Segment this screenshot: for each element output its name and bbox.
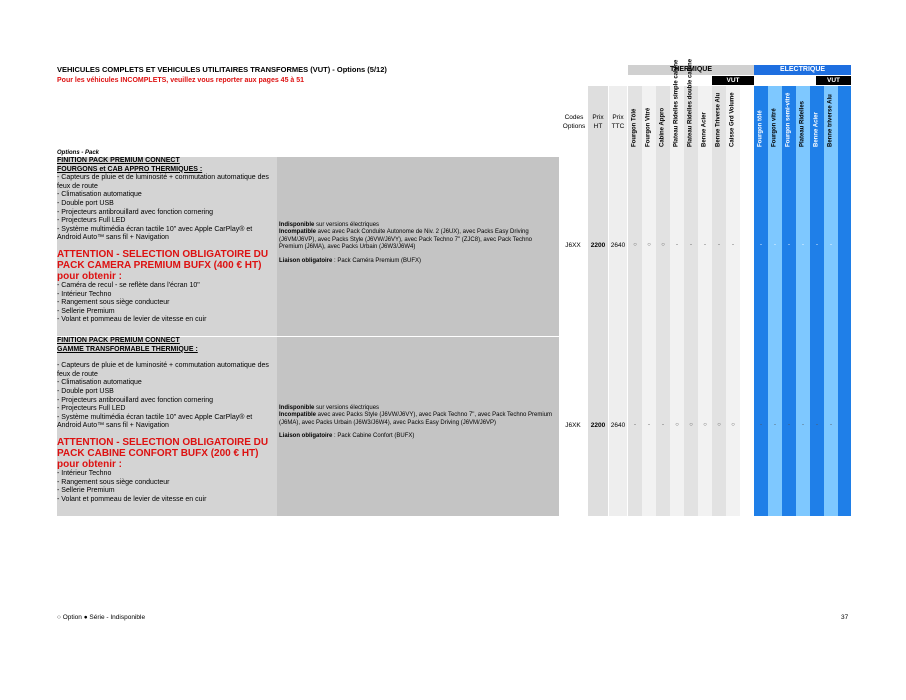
options-label: Options	[562, 123, 586, 130]
row2-liaison-text: : Pack Cabine Confort (BUFX)	[332, 433, 415, 440]
thermique-column-label: Caisse Grd Volume	[729, 92, 736, 147]
row1-code: J6XX	[565, 242, 581, 249]
ttc-column-bg	[609, 86, 627, 516]
availability-mark: -	[662, 422, 664, 428]
row2-head2: GAMME TRANSFORMABLE THERMIQUE :	[57, 345, 198, 353]
codes-options-header	[560, 113, 588, 131]
row1-item2: - Rangement sous siège conducteur	[57, 299, 170, 307]
thermique-column-label: Fourgon Tôlé	[631, 108, 638, 147]
row2-incomp-text: avec avec Packs Style (J6VW/J6VY), avec Pack Techno 7", avec Pack Techno Premium (J6MA), avec Packs Urbain (J6W3/J6W4), avec Packs Easy Driving (J6VM/J6VP)	[279, 412, 553, 426]
electrique-column-header	[768, 86, 782, 156]
thermique-column-header	[670, 59, 684, 156]
availability-mark: -	[816, 422, 818, 428]
thermique-column-label: Plateau Ridelles double cabine	[687, 58, 694, 147]
electrique-column-header	[754, 86, 768, 156]
electrique-column-label: Plateau Ridelles	[799, 100, 806, 147]
row2-item2: - Volant et pommeau de levier de vitesse en cuir	[57, 495, 207, 503]
availability-mark: -	[802, 242, 804, 248]
availability-mark: -	[704, 242, 706, 248]
vut-badge-electrique: VUT	[816, 76, 851, 85]
row1-description	[57, 157, 275, 325]
vut-badge-thermique: VUT	[712, 76, 754, 85]
availability-mark: -	[788, 242, 790, 248]
row2-notes	[279, 405, 555, 441]
row2-incomp-label: Incompatible	[279, 412, 317, 419]
availability-mark: -	[690, 242, 692, 248]
page-subtitle: Pour les véhicules INCOMPLETS, veuillez vous reporter aux pages 45 à 51	[57, 77, 305, 84]
thermique-column-label: Benne Acier	[701, 112, 708, 147]
availability-mark: ○	[689, 422, 693, 428]
availability-mark: -	[830, 422, 832, 428]
row1-incomp-text: avec avec Pack Conduite Autonome de Niv. 2 (J6UX), avec Packs Easy Driving (J6VM/J6VP), avec Packs Style (J6VW/J6VY), avec Pack Techno 7" (ZJC8), avec Pack Techno Premium (J6MA), avec Packs Urbain (J6W3/J6W4)	[279, 229, 533, 251]
availability-mark: -	[774, 242, 776, 248]
codes-label: Codes	[564, 114, 584, 121]
availability-mark: ○	[675, 422, 679, 428]
row1-item: - Système multimédia écran tactile 10" avec Apple CarPlay® et Android Auto™ sans fil + Navigation	[57, 225, 253, 242]
availability-mark: -	[732, 242, 734, 248]
thermique-column-header	[684, 58, 698, 156]
row1-indispo-label: Indisponible	[279, 222, 315, 228]
electrique-column-label: Benne triverse Alu	[827, 94, 834, 147]
availability-mark: -	[648, 422, 650, 428]
ttc-label: TTC	[611, 123, 625, 130]
availability-mark: ○	[731, 422, 735, 428]
availability-mark: -	[634, 422, 636, 428]
availability-mark: ○	[647, 242, 651, 248]
row1-item: - Capteurs de pluie et de luminosité + commutation automatique des feux de route	[57, 174, 269, 190]
electrique-column-header	[824, 86, 838, 156]
thermique-column-header	[628, 86, 642, 156]
row2-item: - Système multimédia écran tactile 10" avec Apple CarPlay® et Android Auto™ sans fil + Navigation	[57, 413, 253, 430]
row2-item2: - Rangement sous siège conducteur	[57, 478, 170, 486]
availability-mark: -	[760, 242, 762, 248]
row2-item2: - Sellerie Premium	[57, 487, 115, 495]
availability-mark: -	[802, 422, 804, 428]
row1-item2: - Sellerie Premium	[57, 307, 115, 315]
availability-mark: -	[830, 242, 832, 248]
availability-mark: -	[774, 422, 776, 428]
row2-description	[57, 337, 275, 504]
row2-price-ttc: 2640	[610, 422, 626, 429]
availability-mark: ○	[703, 422, 707, 428]
section-label: Options - Pack	[57, 150, 100, 156]
row1-head1: FINITION PACK PREMIUM CONNECT	[57, 157, 180, 164]
row2-price-ht: 2200	[590, 422, 606, 429]
row2-indispo-label: Indisponible	[279, 405, 315, 411]
row1-item: - Double port USB	[57, 199, 114, 207]
row1-item: - Climatisation automatique	[57, 191, 142, 199]
availability-mark: -	[816, 242, 818, 248]
availability-mark: -	[788, 422, 790, 428]
row1-item2: - Intérieur Techno	[57, 290, 112, 298]
thermique-column-header	[712, 86, 726, 156]
row2-item: - Projecteurs Full LED	[57, 405, 126, 413]
prix-label: Prix	[592, 114, 604, 121]
thermique-column-header	[698, 86, 712, 156]
electrique-column-label: Benne Acier	[813, 112, 820, 147]
availability-mark: -	[760, 422, 762, 428]
availability-mark: ○	[633, 242, 637, 248]
row2-head1: FINITION PACK PREMIUM CONNECT	[57, 337, 180, 344]
electrique-column-header	[810, 86, 824, 156]
availability-mark: -	[718, 242, 720, 248]
page-title: VEHICULES COMPLETS ET VEHICULES UTILITAIRES TRANSFORMES (VUT) - Options (5/12)	[57, 65, 387, 74]
prix-column-bg	[588, 86, 608, 516]
electrique-column-header	[782, 86, 796, 156]
availability-mark: -	[676, 242, 678, 248]
row1-liaison-text: : Pack Caméra Premium (BUFX)	[332, 257, 422, 264]
row2-item: - Projecteurs antibrouillard avec fonction cornering	[57, 396, 214, 404]
row2-item2: - Intérieur Techno	[57, 469, 112, 477]
thermique-column-label: Cabine Appro	[659, 107, 666, 147]
row2-item: - Double port USB	[57, 387, 114, 395]
row1-item: - Projecteurs antibrouillard avec fonction cornering	[57, 208, 214, 216]
availability-mark: ○	[661, 242, 665, 248]
row2-item: - Capteurs de pluie et de luminosité + commutation automatique des feux de route	[57, 362, 269, 378]
thermique-header: THERMIQUE	[628, 65, 754, 75]
thermique-column-label: Benne Triverse Alu	[715, 92, 722, 147]
row2-attention: ATTENTION - SELECTION OBLIGATOIRE DU PACK CABINE CONFORT BUFX (200 € HT) pour obtenir :	[57, 436, 269, 470]
row1-attention: ATTENTION - SELECTION OBLIGATOIRE DU PACK CAMERA PREMIUM BUFX (400 € HT) pour obtenir :	[57, 248, 269, 282]
prix-label: Prix	[612, 114, 624, 121]
row1-price-ht: 2200	[590, 242, 606, 249]
thermique-column-header	[726, 86, 740, 156]
availability-mark: ○	[717, 422, 721, 428]
row2-item: - Climatisation automatique	[57, 379, 142, 387]
thermique-column-label: Plateau Ridelles simple cabine	[673, 59, 680, 147]
legend: ○ Option ● Série - Indisponible	[57, 614, 146, 621]
ht-label: HT	[593, 123, 603, 130]
prix-ttc-header	[609, 113, 627, 131]
thermique-column-label: Fourgon Vitré	[645, 107, 652, 147]
electrique-column-bg	[838, 86, 851, 516]
row1-indispo-text: sur versions électriques	[314, 222, 380, 228]
row2-liaison-label: Liaison obligatoire	[279, 433, 333, 440]
row1-item2: - Caméra de recul - se reflète dans l'écran 10"	[57, 281, 200, 289]
row1-incomp-label: Incompatible	[279, 229, 317, 236]
row1-liaison-label: Liaison obligatoire	[279, 257, 333, 264]
row2-indispo-text: sur versions électriques	[314, 405, 380, 411]
row1-item: - Projecteurs Full LED	[57, 217, 126, 225]
thermique-column-header	[656, 86, 670, 156]
electrique-column-label: Fourgon vitré	[771, 108, 778, 147]
row1-notes	[279, 222, 555, 265]
prix-ht-header	[588, 113, 608, 131]
row2-code: J6XK	[565, 422, 581, 429]
row1-item2: - Volant et pommeau de levier de vitesse en cuir	[57, 316, 207, 324]
row1-price-ttc: 2640	[610, 242, 626, 249]
electrique-column-label: Fourgon tôlé	[757, 110, 764, 147]
page-number: 37	[841, 614, 849, 621]
electrique-header: ELECTRIQUE	[754, 65, 851, 75]
thermique-column-header	[642, 86, 656, 156]
electrique-column-label: Fourgon semi-vitré	[785, 92, 792, 147]
electrique-column-header	[796, 86, 810, 156]
row1-head2: FOURGONS et CAB APPRO THERMIQUES :	[57, 165, 203, 173]
